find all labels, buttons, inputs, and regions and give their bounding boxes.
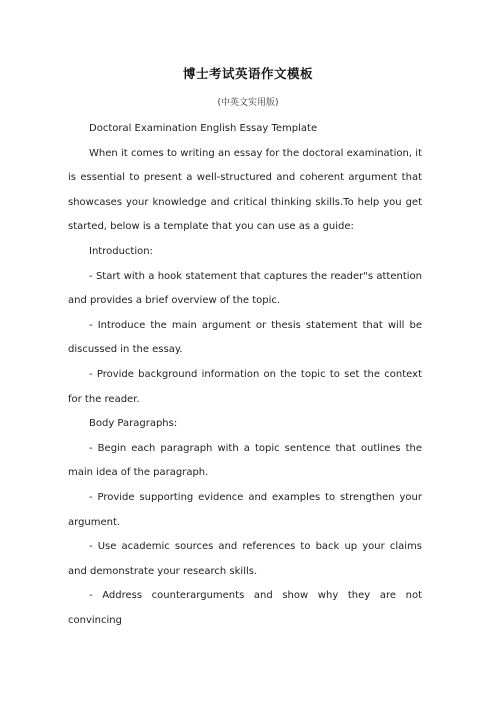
list-item: - Start with a hook statement that captures the reader"s attention and provides a brief overview of the topic. bbox=[68, 270, 422, 307]
list-item: - Provide background information on the topic to set the context for the reader. bbox=[68, 368, 422, 405]
list-item: - Use academic sources and references to back up your claims and demonstrate your research skills. bbox=[68, 541, 422, 577]
document-subtitle: (中英文实用版) bbox=[217, 98, 279, 108]
list-item: - Provide supporting evidence and examples to strengthen your argument. bbox=[68, 491, 422, 528]
list-item: - Begin each paragraph with a topic sentence that outlines the main idea of the paragraph. bbox=[68, 442, 422, 479]
list-item: - Introduce the main argument or thesis statement that will be discussed in the essay. bbox=[68, 319, 422, 356]
list-item: - Address counterarguments and show why they are not convincing bbox=[68, 590, 422, 626]
intro-paragraph: When it comes to writing an essay for the doctoral examination, it is essential to present a well-structured and coherent argument that showcases your knowledge and critical thinking skills.To help you get started, below is a template that you can use as a guide: bbox=[68, 147, 422, 233]
essay-heading: Doctoral Examination English Essay Template bbox=[89, 123, 318, 134]
section-heading-introduction: Introduction: bbox=[89, 245, 153, 257]
document-body bbox=[68, 117, 422, 633]
section-heading-body-paragraphs: Body Paragraphs: bbox=[89, 418, 178, 430]
document-title: 博士考试英语作文模板 bbox=[182, 66, 313, 81]
